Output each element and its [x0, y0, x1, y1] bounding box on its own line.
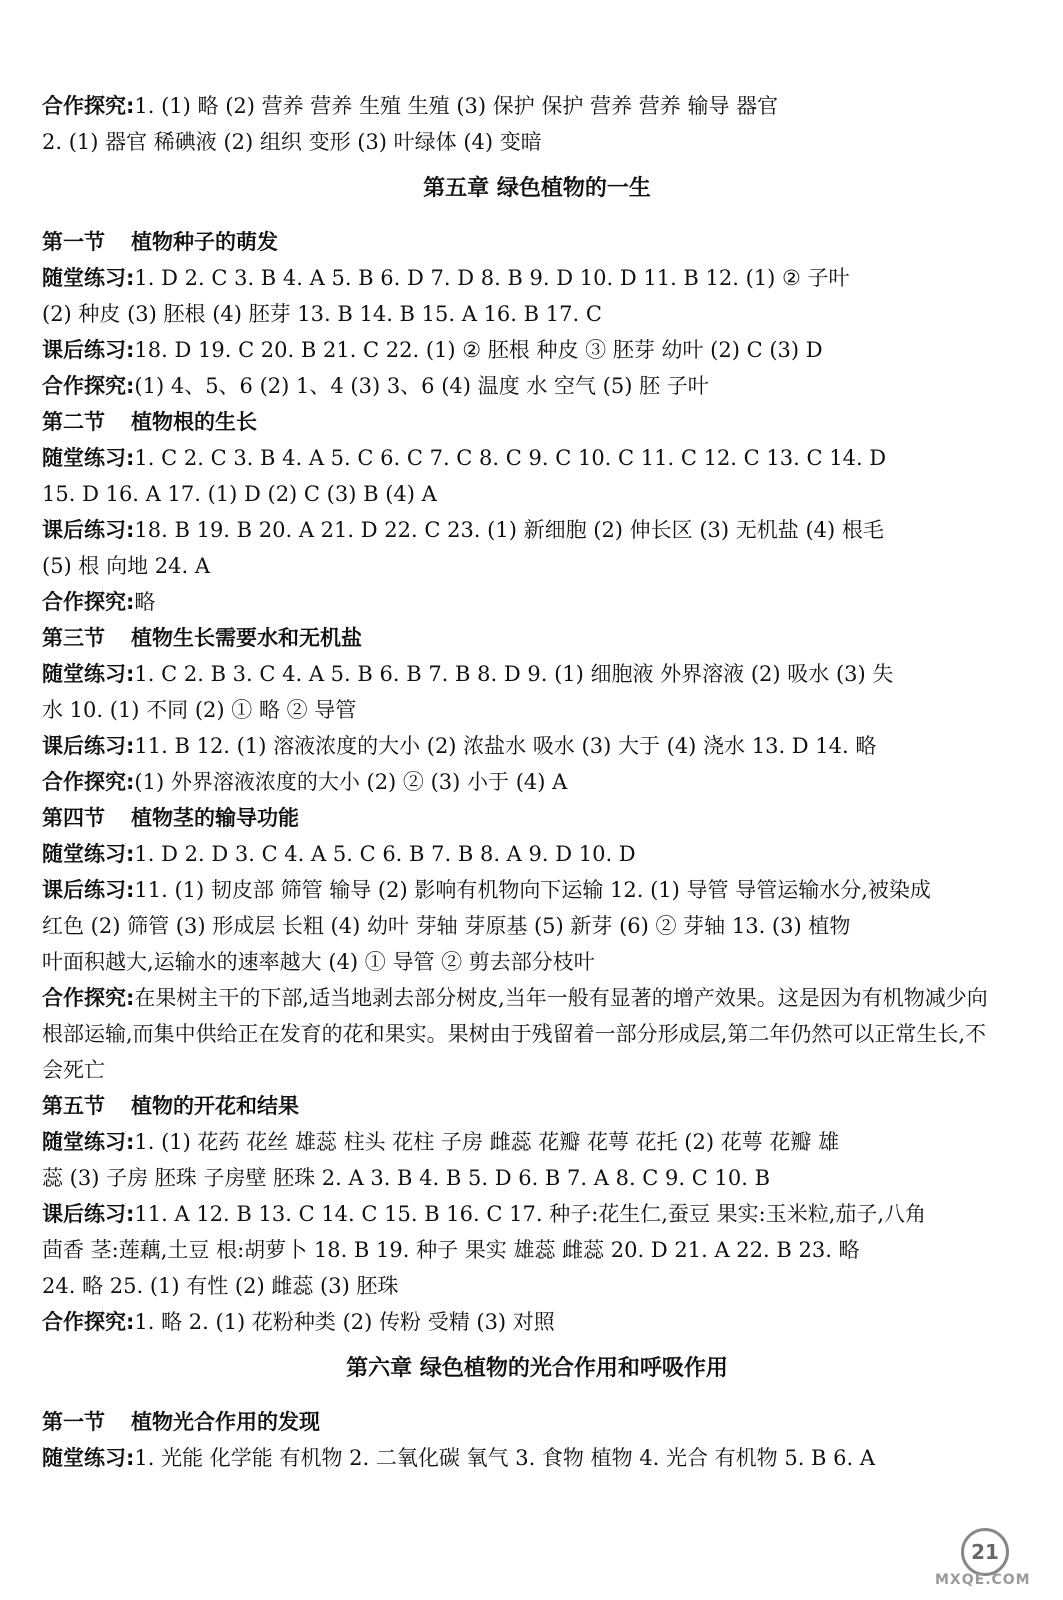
seal-stamp: 21 — [961, 1528, 1009, 1576]
chapter6-sections — [42, 1404, 1032, 1476]
section-number: 第三节 — [42, 626, 105, 650]
answer-label: 合作探究: — [42, 1310, 135, 1334]
section-name: 植物光合作用的发现 — [131, 1410, 320, 1434]
answer-label: 合作探究: — [42, 374, 135, 398]
answer-line — [42, 440, 1032, 476]
section-number: 第一节 — [42, 230, 105, 254]
section — [42, 224, 1032, 404]
answer-line — [42, 764, 1032, 800]
answer-label: 随堂练习: — [42, 842, 135, 866]
chapter-title: 第六章 绿色植物的光合作用和呼吸作用 — [346, 1356, 728, 1381]
answer-line — [42, 332, 1032, 368]
answer-label: 课后练习: — [42, 1202, 135, 1226]
answer-line — [42, 1160, 1032, 1196]
answer-text: 18. B 19. B 20. A 21. D 22. C 23. (1) 新细胞 (2) 伸长区 (3) 无机盐 (4) 根毛 — [134, 518, 884, 542]
answer-line — [42, 512, 1032, 548]
answer-line — [42, 1196, 1032, 1232]
answer-text: 15. D 16. A 17. (1) D (2) C (3) B (4) A — [42, 482, 437, 506]
answer-line — [42, 296, 1032, 332]
answer-line — [42, 728, 1032, 764]
answer-text: 1. 光能 化学能 有机物 2. 二氧化碳 氧气 3. 食物 植物 4. 光合 有机物 5. B 6. A — [134, 1446, 876, 1470]
answer-text: 在果树主干的下部,适当地剥去部分树皮,当年一般有显著的增产效果。这是因为有机物减少向 — [134, 986, 988, 1010]
section-name: 植物根的生长 — [131, 410, 257, 434]
section-name: 植物的开花和结果 — [131, 1094, 299, 1118]
answer-text: 根部运输,而集中供给正在发育的花和果实。果树由于残留着一部分形成层,第二年仍然可以正常生长,不 — [42, 1022, 987, 1046]
section-heading — [42, 224, 1032, 260]
answer-line — [42, 548, 1032, 584]
section-number: 第二节 — [42, 410, 105, 434]
chapter5-sections — [42, 224, 1032, 1340]
answer-line — [42, 692, 1032, 728]
watermark-url: MXQE.COM — [935, 1572, 1031, 1588]
answer-line — [42, 1440, 1032, 1476]
answer-line — [42, 88, 1032, 124]
answer-text: 1. C 2. B 3. C 4. A 5. B 6. B 7. B 8. D 9. (1) 细胞液 外界溶液 (2) 吸水 (3) 失 — [134, 662, 894, 686]
answer-text: 11. (1) 韧皮部 筛管 输导 (2) 影响有机物向下运输 12. (1) 导管 导管运输水分,被染成 — [134, 878, 931, 902]
answer-text: 1. 略 2. (1) 花粉种类 (2) 传粉 受精 (3) 对照 — [134, 1310, 555, 1334]
answer-line — [42, 944, 1032, 980]
section-name: 植物茎的输导功能 — [131, 806, 299, 830]
answer-line — [42, 124, 1032, 160]
chapter-title: 第五章 绿色植物的一生 — [423, 176, 651, 201]
answer-line — [42, 1304, 1032, 1340]
answer-text: 1. D 2. D 3. C 4. A 5. C 6. B 7. B 8. A 9. D 10. D — [134, 842, 636, 866]
answer-label: 课后练习: — [42, 734, 135, 758]
answer-label: 随堂练习: — [42, 446, 135, 470]
section-heading — [42, 800, 1032, 836]
answer-text: 茴香 茎:莲藕,土豆 根:胡萝卜 18. B 19. 种子 果实 雄蕊 雌蕊 20. D 21. A 22. B 23. 略 — [42, 1238, 860, 1262]
answer-line — [42, 980, 1032, 1016]
answer-label: 随堂练习: — [42, 1130, 135, 1154]
answer-text: 1. C 2. C 3. B 4. A 5. C 6. C 7. C 8. C 9. C 10. C 11. C 12. C 13. C 14. D — [134, 446, 887, 470]
answer-text: 叶面积越大,运输水的速率越大 (4) ① 导管 ② 剪去部分枝叶 — [42, 950, 595, 974]
answer-text: 24. 略 25. (1) 有性 (2) 雌蕊 (3) 胚珠 — [42, 1274, 399, 1298]
section — [42, 1088, 1032, 1340]
section-number: 第四节 — [42, 806, 105, 830]
answer-text: 蕊 (3) 子房 胚珠 子房壁 胚珠 2. A 3. B 4. B 5. D 6. B 7. A 8. C 9. C 10. B — [42, 1166, 770, 1190]
section-heading — [42, 1404, 1032, 1440]
section-name: 植物生长需要水和无机盐 — [131, 626, 362, 650]
answer-line — [42, 368, 1032, 404]
answer-label: 合作探究: — [42, 986, 135, 1010]
section — [42, 800, 1032, 1088]
answer-line — [42, 872, 1032, 908]
answer-line — [42, 836, 1032, 872]
answer-text: 18. D 19. C 20. B 21. C 22. (1) ② 胚根 种皮 ③ 胚芽 幼叶 (2) C (3) D — [134, 338, 823, 362]
answer-line — [42, 584, 1032, 620]
answer-line — [42, 260, 1032, 296]
answer-line — [42, 476, 1032, 512]
answer-line — [42, 1232, 1032, 1268]
answer-label: 课后练习: — [42, 878, 135, 902]
answer-text: 红色 (2) 筛管 (3) 形成层 长粗 (4) 幼叶 芽轴 芽原基 (5) 新芽 (6) ② 芽轴 13. (3) 植物 — [42, 914, 851, 938]
section-heading — [42, 404, 1032, 440]
section-name: 植物种子的萌发 — [131, 230, 278, 254]
answer-text: 会死亡 — [42, 1058, 105, 1082]
section-heading — [42, 1088, 1032, 1124]
answer-text: (1) 4、5、6 (2) 1、4 (3) 3、6 (4) 温度 水 空气 (5) 胚 子叶 — [134, 374, 709, 398]
answer-label: 随堂练习: — [42, 662, 135, 686]
answer-text: 2. (1) 器官 稀碘液 (2) 组织 变形 (3) 叶绿体 (4) 变暗 — [42, 130, 542, 154]
section — [42, 1404, 1032, 1476]
answer-text: (2) 种皮 (3) 胚根 (4) 胚芽 13. B 14. B 15. A 16. B 17. C — [42, 302, 602, 326]
answer-line — [42, 1016, 1032, 1052]
section-heading — [42, 620, 1032, 656]
answer-line — [42, 1268, 1032, 1304]
answer-line — [42, 1052, 1032, 1088]
answer-text: 水 10. (1) 不同 (2) ① 略 ② 导管 — [42, 698, 357, 722]
answer-text: 1. (1) 花药 花丝 雄蕊 柱头 花柱 子房 雌蕊 花瓣 花萼 花托 (2) 花萼 花瓣 雄 — [134, 1130, 840, 1154]
answer-text: 1. (1) 略 (2) 营养 营养 生殖 生殖 (3) 保护 保护 营养 营养 输导 器官 — [134, 94, 779, 118]
answer-label: 课后练习: — [42, 518, 135, 542]
answer-text: 1. D 2. C 3. B 4. A 5. B 6. D 7. D 8. B 9. D 10. D 11. B 12. (1) ② 子叶 — [134, 266, 850, 290]
section — [42, 620, 1032, 800]
answer-line — [42, 908, 1032, 944]
answer-line — [42, 1124, 1032, 1160]
top-block — [42, 88, 1032, 160]
watermark-logo — [935, 1528, 1055, 1594]
answer-label: 合作探究: — [42, 590, 135, 614]
section — [42, 404, 1032, 620]
answer-label: 随堂练习: — [42, 266, 135, 290]
answer-text: (5) 根 向地 24. A — [42, 554, 211, 578]
answer-line — [42, 656, 1032, 692]
section-number: 第五节 — [42, 1094, 105, 1118]
answer-text: 11. A 12. B 13. C 14. C 15. B 16. C 17. 种子:花生仁,蚕豆 果实:玉米粒,茄子,八角 — [134, 1202, 927, 1226]
answer-page — [42, 88, 1032, 1476]
answer-text: (1) 外界溶液浓度的大小 (2) ② (3) 小于 (4) A — [134, 770, 568, 794]
answer-label: 合作探究: — [42, 770, 135, 794]
answer-label: 随堂练习: — [42, 1446, 135, 1470]
answer-text: 略 — [134, 590, 156, 614]
answer-label: 课后练习: — [42, 338, 135, 362]
answer-text: 11. B 12. (1) 溶液浓度的大小 (2) 浓盐水 吸水 (3) 大于 (4) 浇水 13. D 14. 略 — [134, 734, 877, 758]
section-number: 第一节 — [42, 1410, 105, 1434]
answer-label: 合作探究: — [42, 94, 135, 118]
